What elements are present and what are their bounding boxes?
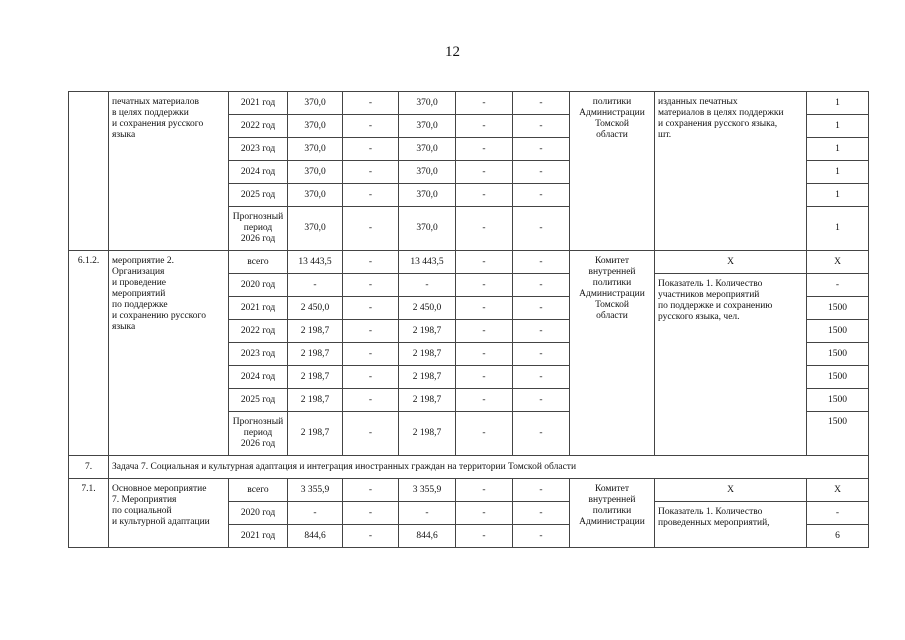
amount-total: - — [288, 274, 343, 297]
amount-total: 370,0 — [288, 161, 343, 184]
amount-other: - — [513, 184, 570, 207]
amount-other: - — [513, 320, 570, 343]
item-code-cell: 6.1.2. — [69, 251, 109, 456]
amount-local: - — [456, 412, 513, 456]
amount-federal: - — [343, 92, 399, 115]
period-cell: 2024 год — [229, 161, 288, 184]
amount-local: - — [456, 320, 513, 343]
amount-total: 2 198,7 — [288, 366, 343, 389]
table-row — [69, 92, 869, 115]
amount-regional: - — [399, 274, 456, 297]
amount-total: 370,0 — [288, 115, 343, 138]
table-row — [69, 251, 869, 274]
amount-local: - — [456, 251, 513, 274]
amount-local: - — [456, 366, 513, 389]
period-cell: Прогнозный период 2026 год — [229, 207, 288, 251]
target-value-cell: 1 — [807, 184, 869, 207]
amount-total: 3 355,9 — [288, 479, 343, 502]
amount-federal: - — [343, 366, 399, 389]
amount-total: 370,0 — [288, 184, 343, 207]
amount-local: - — [456, 138, 513, 161]
period-cell: 2021 год — [229, 92, 288, 115]
amount-local: - — [456, 525, 513, 548]
amount-other: - — [513, 251, 570, 274]
amount-other: - — [513, 525, 570, 548]
amount-local: - — [456, 115, 513, 138]
amount-local: - — [456, 502, 513, 525]
amount-federal: - — [343, 207, 399, 251]
amount-other: - — [513, 389, 570, 412]
target-value-cell: 1500 — [807, 343, 869, 366]
amount-total: 2 450,0 — [288, 297, 343, 320]
table-row — [69, 479, 869, 502]
amount-regional: 2 198,7 — [399, 320, 456, 343]
amount-federal: - — [343, 251, 399, 274]
amount-regional: 844,6 — [399, 525, 456, 548]
amount-regional: 370,0 — [399, 161, 456, 184]
page-number: 12 — [445, 44, 460, 60]
task-code-cell: 7. — [69, 456, 109, 479]
amount-federal: - — [343, 297, 399, 320]
amount-other: - — [513, 115, 570, 138]
period-cell: 2020 год — [229, 274, 288, 297]
amount-other: - — [513, 207, 570, 251]
amount-regional: 370,0 — [399, 184, 456, 207]
amount-federal: - — [343, 161, 399, 184]
period-cell: Прогнозный период 2026 год — [229, 412, 288, 456]
amount-regional: 2 198,7 — [399, 343, 456, 366]
item-name-cell: мероприятие 2. Организация и проведение мероприятий по поддержке и сохранению русского языка — [109, 251, 229, 456]
amount-other: - — [513, 479, 570, 502]
table-body — [69, 92, 869, 548]
target-value-cell: 1 — [807, 138, 869, 161]
amount-other: - — [513, 297, 570, 320]
period-cell: всего — [229, 251, 288, 274]
period-cell: 2021 год — [229, 297, 288, 320]
amount-other: - — [513, 412, 570, 456]
executor-cell: Комитет внутренней политики Администрации Томской области — [570, 251, 655, 456]
period-cell: 2023 год — [229, 343, 288, 366]
target-value-cell: 6 — [807, 525, 869, 548]
period-cell: 2025 год — [229, 389, 288, 412]
indicator-cell: изданных печатных материалов в целях поддержки и сохранения русского языка, шт. — [655, 92, 807, 251]
amount-regional: 370,0 — [399, 115, 456, 138]
amount-regional: 3 355,9 — [399, 479, 456, 502]
amount-regional: 370,0 — [399, 138, 456, 161]
target-value-cell: X — [807, 251, 869, 274]
target-value-cell: 1 — [807, 115, 869, 138]
amount-other: - — [513, 366, 570, 389]
item-code-cell: 7.1. — [69, 479, 109, 548]
amount-local: - — [456, 161, 513, 184]
task-text-cell: Задача 7. Социальная и культурная адаптация и интеграция иностранных граждан на территории Томской области — [109, 456, 869, 479]
amount-total: 2 198,7 — [288, 343, 343, 366]
amount-federal: - — [343, 389, 399, 412]
amount-local: - — [456, 207, 513, 251]
amount-total: - — [288, 502, 343, 525]
target-value-cell: 1 — [807, 207, 869, 251]
period-cell: 2020 год — [229, 502, 288, 525]
target-value-cell: 1500 — [807, 412, 869, 456]
period-cell: 2022 год — [229, 115, 288, 138]
indicator-total-cell: X — [655, 479, 807, 502]
executor-cell: Комитет внутренней политики Администрации — [570, 479, 655, 548]
amount-federal: - — [343, 412, 399, 456]
amount-regional: 370,0 — [399, 92, 456, 115]
amount-regional: 2 450,0 — [399, 297, 456, 320]
period-cell: 2021 год — [229, 525, 288, 548]
amount-total: 370,0 — [288, 92, 343, 115]
period-cell: 2023 год — [229, 138, 288, 161]
amount-federal: - — [343, 343, 399, 366]
amount-regional: 2 198,7 — [399, 366, 456, 389]
period-cell: 2024 год — [229, 366, 288, 389]
program-table — [68, 91, 869, 548]
amount-federal: - — [343, 274, 399, 297]
amount-total: 370,0 — [288, 138, 343, 161]
amount-federal: - — [343, 479, 399, 502]
item-name-cell: печатных материалов в целях поддержки и сохранения русского языка — [109, 92, 229, 251]
amount-local: - — [456, 92, 513, 115]
amount-local: - — [456, 343, 513, 366]
amount-regional: 2 198,7 — [399, 389, 456, 412]
amount-regional: 13 443,5 — [399, 251, 456, 274]
amount-other: - — [513, 343, 570, 366]
amount-total: 2 198,7 — [288, 389, 343, 412]
amount-local: - — [456, 274, 513, 297]
amount-federal: - — [343, 115, 399, 138]
period-cell: 2025 год — [229, 184, 288, 207]
amount-total: 370,0 — [288, 207, 343, 251]
period-cell: 2022 год — [229, 320, 288, 343]
amount-regional: 370,0 — [399, 207, 456, 251]
indicator-cell: Показатель 1. Количество участников мероприятий по поддержке и сохранению русского языка, чел. — [655, 274, 807, 456]
period-cell: всего — [229, 479, 288, 502]
amount-federal: - — [343, 138, 399, 161]
target-value-cell: X — [807, 479, 869, 502]
target-value-cell: 1500 — [807, 320, 869, 343]
executor-cell: политики Администрации Томской области — [570, 92, 655, 251]
amount-federal: - — [343, 502, 399, 525]
amount-other: - — [513, 502, 570, 525]
amount-regional: 2 198,7 — [399, 412, 456, 456]
amount-other: - — [513, 138, 570, 161]
amount-local: - — [456, 297, 513, 320]
target-value-cell: 1 — [807, 92, 869, 115]
amount-other: - — [513, 161, 570, 184]
amount-regional: - — [399, 502, 456, 525]
target-value-cell: 1500 — [807, 389, 869, 412]
indicator-total-cell: X — [655, 251, 807, 274]
amount-total: 2 198,7 — [288, 320, 343, 343]
item-name-cell: Основное мероприятие 7. Мероприятия по социальной и культурной адаптации — [109, 479, 229, 548]
indicator-cell: Показатель 1. Количество проведенных мероприятий, — [655, 502, 807, 548]
amount-other: - — [513, 92, 570, 115]
amount-local: - — [456, 184, 513, 207]
amount-local: - — [456, 389, 513, 412]
amount-other: - — [513, 274, 570, 297]
task-row — [69, 456, 869, 479]
target-value-cell: 1500 — [807, 366, 869, 389]
target-value-cell: 1500 — [807, 297, 869, 320]
amount-total: 844,6 — [288, 525, 343, 548]
amount-federal: - — [343, 320, 399, 343]
target-value-cell: - — [807, 274, 869, 297]
amount-total: 2 198,7 — [288, 412, 343, 456]
target-value-cell: - — [807, 502, 869, 525]
amount-federal: - — [343, 184, 399, 207]
target-value-cell: 1 — [807, 161, 869, 184]
amount-federal: - — [343, 525, 399, 548]
item-code-cell — [69, 92, 109, 251]
amount-local: - — [456, 479, 513, 502]
amount-total: 13 443,5 — [288, 251, 343, 274]
